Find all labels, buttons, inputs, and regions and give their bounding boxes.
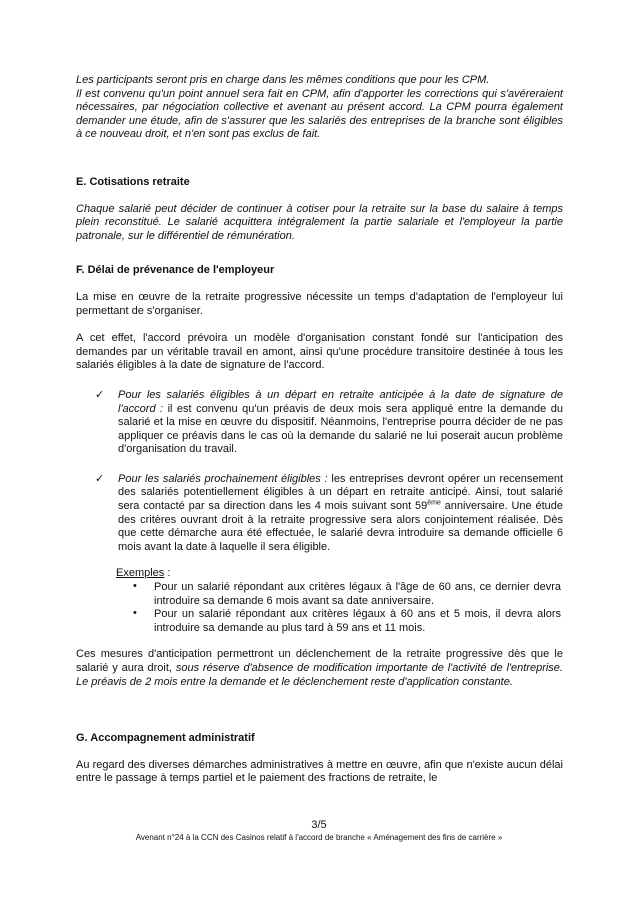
footer-reference: Avenant n°24 à la CCN des Casinos relatif à l'accord de branche « Aménagement des fins de carrière » [135,833,503,842]
examples-colon: : [164,567,171,580]
section-e-paragraph: Chaque salarié peut décider de continuer à cotiser pour la retraite sur la base du salaire à temps plein reconstitué. Le salarié acquittera intégralement la partie salariale et l'employeur la partie patronale, sur le différentiel de rémunération. [76,202,563,242]
check-list-item-2 [95,472,563,555]
check-item-2-text-a: les entreprises devront opérer un recensement des salariés potentiellement éligibles à un départ en retraite anticipé. Ainsi, tout salarié sera contacté par sa direction dans les 4 mois suivant sont 59 [118,472,563,513]
section-f-heading: F. Délai de prévenance de l'employeur [76,264,275,277]
page-number: 3/5 [311,819,327,831]
check-item-1-lead: Pour les salariés éligibles à un départ en retraite anticipée à la date de signature de l'accord : [118,388,563,415]
section-f-paragraph-2: A cet effet, l'accord prévoira un modèle d'organisation constant fondé sur l'anticipation des demandes par un véritable travail en amont, ainsi qu'une procédure transitoire destinée à tous les salariés éligibles à la date de signature de l'accord. [76,332,563,372]
example-item-1 [133,580,561,608]
check-item-1-text: il est convenu qu'un préavis de deux mois sera appliqué entre la demande du salarié et la mise en œuvre du dispositif. Néanmoins, l'entreprise pourra décider de ne pas appliquer ce préavis dans le cas où la demande du salarié ne lui poserait aucun problème d'organisation du travail. [118,402,563,456]
bullet-icon: • [133,607,137,620]
intro-line-1: Les participants seront pris en charge dans les mêmes conditions que pour les CPM. [76,74,490,86]
example-item-2 [133,607,561,635]
checkmark-icon: ✓ [95,388,105,401]
section-g-paragraph: Au regard des diverses démarches administratives à mettre en œuvre, afin que n'existe aucun délai entre le passage à temps partiel et le paiement des fractions de retraite, le [76,758,563,785]
closing-paragraph [76,648,563,689]
closing-regular-text: Ces mesures d'anticipation permettront un déclenchement de la retraite progressive dès que le salarié y aura droit, [76,648,563,674]
intro-continuation: Il est convenu qu'un point annuel sera fait en CPM, afin d'apporter les corrections qui s'avéreraient nécessaires, par négociation collective et avenant au présent accord. La CPM pourra également demander une étude, afin de s'assurer que les salariés des entreprises de la branche sont éligibles à ce nouveau droit, et n'en sont pas exclus de fait. [76,87,563,141]
section-g-heading: G. Accompagnement administratif [76,732,255,745]
intro-paragraph [76,74,563,142]
check-item-2-lead: Pour les salariés prochainement éligibles : [118,472,328,485]
ordinal-suffix-superscript: ème [427,499,441,507]
section-f-paragraph-1: La mise en œuvre de la retraite progressive nécessite un temps d'adaptation de l'employeur lui permettant de s'organiser. [76,290,563,317]
section-e-heading: E. Cotisations retraite [76,175,190,188]
example-item-2-text: Pour un salarié répondant aux critères légaux à 60 ans et 5 mois, il devra alors introduire sa demande au plus tard à 59 ans et 11 mois. [154,608,561,634]
example-item-1-text: Pour un salarié répondant aux critères légaux à l'âge de 60 ans, ce dernier devra introduire sa demande 6 mois avant sa date anniversaire. [154,581,561,607]
check-list-item-1 [95,388,563,457]
examples-label [116,567,563,581]
examples-word: Exemples [116,567,165,580]
checkmark-icon: ✓ [95,472,105,485]
page-footer [0,819,638,843]
check-item-2-text-b: anniversaire. Une étude des critères ouvrant droit à la retraite progressive sera alors conjointement réalisée. Dès que cette démarche aura été effectuée, le salarié devra introduire sa demande officielle 6 mois avant la date à laquelle il sera éligible. [118,500,563,553]
bullet-icon: • [133,580,137,593]
closing-italic-text: sous réserve d'absence de modification importante de l'activité de l'entreprise. Le préavis de 2 mois entre la demande et le déclenchement reste d'application constante. [76,662,563,688]
